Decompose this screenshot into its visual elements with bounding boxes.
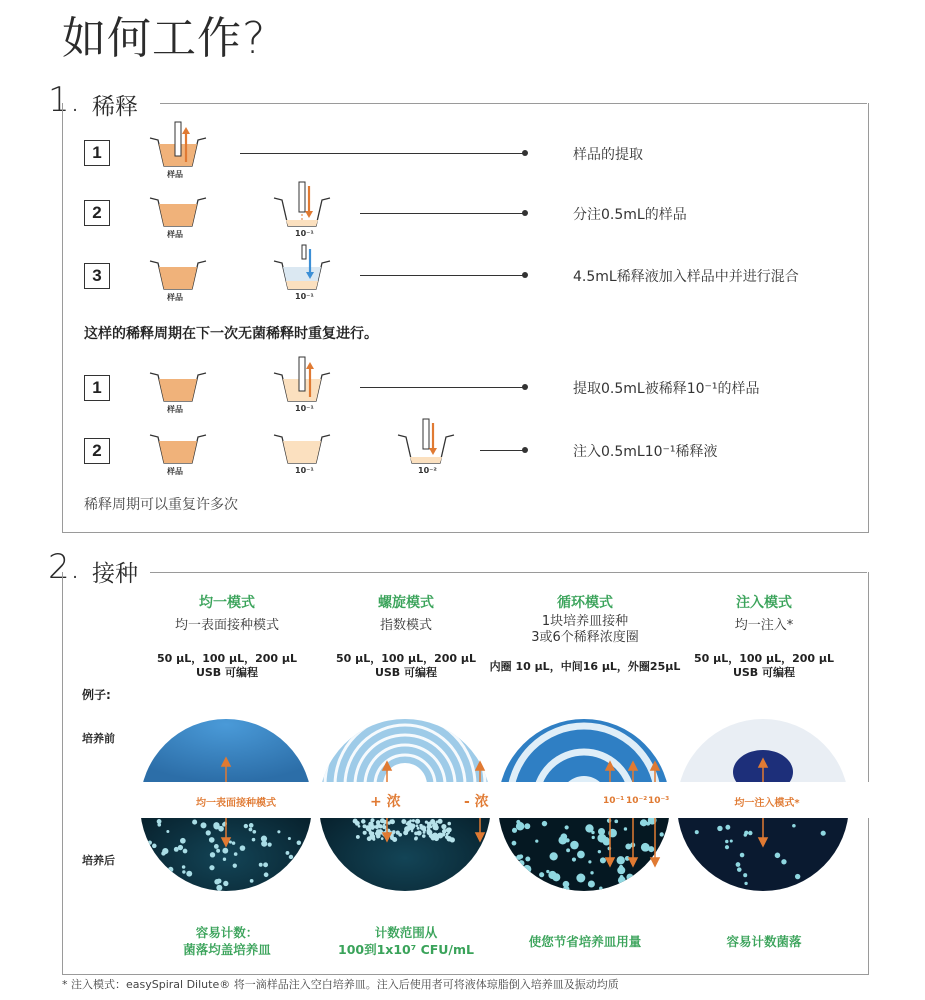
colony-dot (516, 855, 521, 860)
colony-dot (410, 823, 416, 829)
band-label-dilution-1: 10⁻¹ (603, 796, 625, 806)
colony-dot (216, 849, 220, 853)
colony-dot (240, 845, 246, 851)
colony-dot (599, 886, 603, 890)
leader-line (360, 213, 524, 214)
before-label: 培养前 (82, 732, 115, 745)
colony-dot (552, 873, 560, 881)
colony-dot (598, 850, 601, 853)
colony-dot (423, 831, 426, 834)
section-2-number: 2. (48, 547, 81, 587)
colony-dot (361, 819, 366, 824)
colony-dot (415, 836, 418, 839)
step-box-1: 1 (84, 140, 110, 166)
colony-dot (525, 868, 528, 871)
repeat-note: 稀释周期可以重复许多次 (84, 497, 238, 513)
colony-dot (229, 841, 232, 844)
colony-dot (186, 871, 192, 877)
mode-benefit-2: 100到1x10⁷ CFU/mL (338, 942, 474, 957)
colony-dot (792, 824, 796, 828)
mode-benefit: 计数范围从 (374, 925, 438, 940)
colony-dot (302, 849, 306, 853)
colony-dot (525, 856, 530, 861)
colony-dot (508, 876, 513, 881)
colony-dot (740, 853, 745, 858)
colony-dot (442, 829, 447, 834)
mode-benefit: 使您节省培养皿用量 (528, 934, 642, 949)
colony-dot (183, 849, 188, 854)
colony-dot (725, 840, 728, 843)
colony-dot (168, 867, 173, 872)
colony-dot (166, 830, 169, 833)
colony-dot (387, 821, 390, 824)
colony-dot (795, 874, 800, 879)
mode-usb: USB 可编程 (732, 666, 796, 679)
colony-dot (277, 830, 280, 833)
colony-dot (157, 883, 161, 887)
colony-dot (565, 825, 569, 829)
colony-dot (376, 836, 379, 839)
colony-dot (404, 820, 406, 822)
colony-dot (152, 844, 157, 849)
colony-dot (550, 852, 558, 860)
colony-dot (502, 868, 508, 874)
colony-dot (743, 873, 747, 877)
colony-dot (640, 819, 647, 826)
colony-dot (520, 871, 526, 877)
colony-dot (415, 819, 420, 824)
colony-dot (301, 862, 307, 868)
colony-dot (590, 871, 593, 874)
colony-dot (588, 860, 591, 863)
mode-volume: 内圈 10 µL，中间16 µL，外圈25µL (489, 660, 681, 673)
colony-dot (748, 831, 752, 835)
colony-dot (298, 854, 301, 857)
mode-usb: USB 可编程 (374, 666, 438, 679)
colony-dot (286, 851, 290, 855)
colony-dot (744, 833, 747, 836)
colony-dot (524, 879, 529, 884)
colony-dot (405, 828, 409, 832)
colony-dot (412, 819, 415, 822)
colony-dot (542, 821, 547, 826)
colony-dot (626, 874, 633, 881)
colony-dot (572, 857, 576, 861)
colony-dot (214, 879, 219, 884)
colony-dot (206, 830, 211, 835)
step-desc-5: 注入0.5mL10⁻¹稀释液 (573, 444, 718, 460)
leader-dot (522, 150, 528, 156)
colony-dot (411, 830, 413, 832)
colony-dot (252, 838, 256, 842)
colony-dot (303, 864, 307, 868)
colony-dot (356, 835, 360, 839)
step-desc-2: 分注0.5mL的样品 (573, 207, 687, 223)
step-box-4: 1 (84, 375, 110, 401)
footnote: * 注入模式：easySpiral Dilute® 将一滴样品注入空白培养皿。注入后使用者可将液体琼脂倒入培养皿及振动均质 (62, 978, 619, 991)
beaker-label: 10⁻¹ (295, 404, 314, 413)
colony-dot (252, 830, 256, 834)
colony-dot (642, 883, 648, 889)
colony-dot (406, 822, 409, 825)
colony-dot (161, 851, 165, 855)
colony-dot (427, 829, 431, 833)
colony-dot (824, 883, 827, 886)
colony-dot (264, 872, 269, 877)
band-label-minus-conc: - 浓 (464, 794, 489, 810)
colony-dot (450, 837, 455, 842)
step-box-2: 2 (84, 200, 110, 226)
colony-dot (821, 874, 826, 879)
colony-dot (396, 830, 400, 834)
section-2-label: 接种 (92, 561, 138, 587)
colony-dot (570, 841, 579, 850)
colony-dot (515, 867, 522, 874)
mode-title-uniform: 均一模式 (199, 595, 255, 611)
band-label-plus-conc: + 浓 (370, 794, 401, 810)
colony-dot (657, 864, 664, 871)
mode-subtitle: 1块培养皿接种 (541, 614, 629, 629)
colony-dot (151, 883, 157, 889)
after-label: 培养后 (82, 854, 115, 867)
colony-dot (210, 852, 215, 857)
colony-dot (157, 823, 161, 827)
colony-dot (427, 822, 432, 827)
colony-dot (378, 824, 382, 828)
colony-dot (270, 882, 275, 887)
colony-dot (268, 843, 272, 847)
colony-dot (624, 827, 627, 830)
colony-dot (515, 868, 522, 875)
colony-dot (641, 843, 650, 852)
colony-dot (369, 834, 375, 840)
colony-dot (244, 824, 248, 828)
step-box-3: 3 (84, 263, 110, 289)
colony-dot (216, 885, 222, 891)
colony-dot (737, 867, 742, 872)
mode-benefit: 容易计数菌落 (726, 934, 802, 949)
colony-dot (512, 841, 517, 846)
leader-line (360, 275, 524, 276)
band-label-uniform: 均一表面接种模式 (196, 798, 276, 809)
colony-dot (249, 823, 254, 828)
colony-dot (725, 825, 730, 830)
colony-dot (539, 872, 544, 877)
colony-dot (617, 856, 625, 864)
colony-dot (730, 839, 733, 842)
colony-dot (178, 845, 183, 850)
colony-dot (259, 863, 263, 867)
colony-dot (223, 858, 226, 861)
mode-title-inject: 注入模式 (736, 595, 792, 611)
colony-dot (516, 820, 520, 824)
colony-dot (695, 830, 699, 834)
colony-dot (430, 835, 433, 838)
leader-dot (522, 272, 528, 278)
beaker-label: 样品 (167, 170, 183, 179)
mode-subtitle: 均一表面接种模式 (174, 618, 279, 633)
mode-subtitle: 均一注入* (734, 618, 794, 633)
leader-line (360, 387, 524, 388)
colony-dot (288, 837, 291, 840)
colony-dot (437, 833, 443, 839)
colony-dot (610, 887, 613, 890)
colony-dot (600, 857, 606, 863)
colony-dot (725, 845, 729, 849)
beaker-label: 10⁻¹ (295, 229, 314, 238)
colony-dot (214, 844, 219, 849)
colony-dot (437, 819, 442, 824)
colony-dot (392, 830, 395, 833)
colony-dot (297, 841, 301, 845)
colony-dot (182, 865, 186, 869)
mode-volume: 50 µL，100 µL，200 µL (335, 652, 477, 665)
section-1-number: 1. (48, 80, 81, 120)
colony-dot (234, 852, 238, 856)
colony-dot (277, 877, 280, 880)
colony-dot (717, 826, 722, 831)
mode-subtitle-2: 3或6个稀释浓度圈 (531, 630, 639, 645)
colony-dot (577, 851, 585, 859)
colony-dot (163, 880, 168, 885)
beaker-label: 10⁻² (418, 466, 437, 475)
colony-dot (781, 859, 786, 864)
colony-dot (156, 879, 161, 884)
leader-dot (522, 384, 528, 390)
colony-dot (661, 879, 666, 884)
step-desc-1: 样品的提取 (573, 147, 643, 163)
colony-dot (592, 836, 595, 839)
colony-dot (180, 838, 186, 844)
colony-dot (447, 822, 451, 826)
beaker-label: 样品 (167, 467, 183, 476)
colony-dot (355, 821, 360, 826)
colony-dot (182, 870, 185, 873)
beaker-label: 样品 (167, 293, 183, 302)
colony-dot (821, 831, 826, 836)
colony-dot (145, 843, 150, 848)
colony-dot (518, 860, 524, 866)
colony-dot (289, 855, 293, 859)
leader-dot (522, 447, 528, 453)
colony-dot (145, 871, 150, 876)
colony-dot (213, 822, 219, 828)
leader-dot (522, 210, 528, 216)
colony-dot (376, 829, 380, 833)
colony-dot (546, 870, 549, 873)
colony-dot (625, 843, 631, 849)
step-desc-3: 4.5mL稀释液加入样品中并进行混合 (573, 269, 799, 285)
colony-dot (222, 848, 228, 854)
colony-dot (422, 834, 426, 838)
step-box-5: 2 (84, 438, 110, 464)
mode-title-circle: 循环模式 (557, 595, 613, 611)
colony-dot (250, 879, 254, 883)
colony-dot (441, 824, 446, 829)
example-label: 例子: (82, 688, 111, 702)
beaker-label: 样品 (167, 230, 183, 239)
beaker-label: 样品 (167, 405, 183, 414)
colony-dot (432, 822, 438, 828)
colony-dot (744, 882, 747, 885)
colony-dot (516, 868, 523, 875)
leader-line (480, 450, 524, 451)
mode-subtitle: 指数模式 (379, 618, 432, 633)
colony-dot (148, 841, 152, 845)
colony-dot (232, 841, 236, 845)
colony-dot (588, 880, 595, 887)
colony-dot (560, 833, 567, 840)
band-label-dilution-2: 10⁻² (626, 796, 648, 806)
colony-dot (529, 884, 536, 891)
colony-dot (263, 862, 268, 867)
mode-usb: USB 可编程 (195, 666, 259, 679)
colony-dot (366, 826, 371, 831)
colony-dot (192, 820, 197, 825)
colony-dot (524, 823, 530, 829)
colony-dot (249, 828, 253, 832)
colony-dot (261, 841, 267, 847)
colony-dot (446, 833, 449, 836)
beaker-label: 10⁻¹ (295, 466, 314, 475)
colony-dot (223, 881, 228, 886)
colony-dot (414, 832, 418, 836)
colony-dot (382, 825, 386, 829)
colony-dot (775, 853, 781, 859)
colony-dot (420, 826, 423, 829)
band-label-dilution-3: 10⁻³ (648, 796, 670, 806)
colony-dot (233, 863, 237, 867)
colony-dot (660, 832, 664, 836)
colony-dot (614, 819, 618, 823)
beaker-label: 10⁻¹ (295, 292, 314, 301)
colony-dot (687, 888, 691, 892)
colony-dot (201, 822, 207, 828)
mode-volume: 50 µL，100 µL，200 µL (156, 652, 298, 665)
colony-dot (381, 837, 384, 840)
colony-dot (375, 825, 379, 829)
mode-title-spiral: 螺旋模式 (378, 595, 434, 611)
colony-dot (591, 831, 594, 834)
colony-dot (447, 827, 452, 832)
colony-dot (513, 856, 517, 860)
colony-dot (618, 876, 626, 884)
colony-dot (363, 831, 367, 835)
colony-dot (417, 827, 420, 830)
cycle-note: 这样的稀释周期在下一次无菌稀释时重复进行。 (84, 326, 378, 342)
mode-benefit-2: 菌落均盖培养皿 (183, 942, 271, 957)
mode-volume: 50 µL，100 µL，200 µL (693, 652, 835, 665)
colony-dot (566, 848, 570, 852)
colony-dot (576, 874, 585, 883)
step-desc-4: 提取0.5mL被稀释10⁻¹的样品 (573, 381, 760, 397)
colony-dot (209, 865, 214, 870)
colony-dot (370, 818, 374, 822)
colony-dot (512, 828, 517, 833)
colony-dot (563, 886, 569, 892)
section-1-label: 稀释 (92, 94, 138, 120)
leader-line (240, 153, 524, 154)
colony-dot (736, 862, 741, 867)
colony-dot (416, 824, 419, 827)
colony-dot (209, 837, 215, 843)
colony-dot (535, 840, 538, 843)
band-label-inject: 均一注入模式* (734, 798, 800, 809)
mode-benefit: 容易计数： (195, 925, 259, 940)
page-title: 如何工作? (62, 13, 267, 64)
colony-dot (617, 866, 625, 874)
colony-dot (298, 882, 304, 888)
colony-dot (597, 834, 606, 843)
